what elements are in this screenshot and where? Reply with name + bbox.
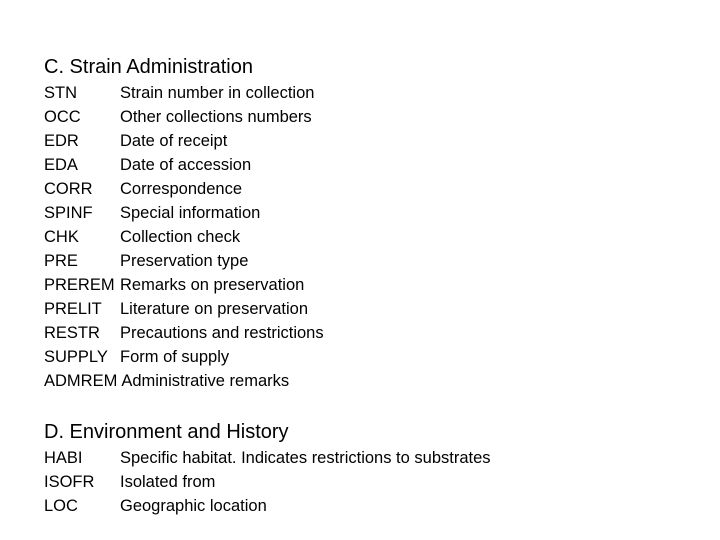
field-row <box>44 369 324 393</box>
field-code: STN <box>44 84 77 102</box>
section-heading: C. Strain Administration <box>44 56 253 78</box>
field-description: Collection check <box>120 228 241 246</box>
field-description: Preservation type <box>120 252 249 270</box>
section-strain-administration <box>44 55 324 393</box>
field-description: Geographic location <box>120 497 267 515</box>
field-code: CORR <box>44 180 93 198</box>
field-description: Other collections numbers <box>120 108 312 126</box>
field-row <box>44 105 324 129</box>
field-description: Administrative remarks <box>121 372 290 390</box>
field-code: EDR <box>44 132 79 150</box>
field-row <box>44 153 324 177</box>
field-description: Precautions and restrictions <box>120 324 324 342</box>
field-list <box>44 446 491 518</box>
field-description: Remarks on preservation <box>120 276 305 294</box>
field-description: Strain number in collection <box>120 84 315 102</box>
field-description: Literature on preservation <box>120 300 309 318</box>
field-code: PRE <box>44 252 78 270</box>
field-description: Form of supply <box>120 348 230 366</box>
field-row <box>44 494 491 518</box>
field-code: HABI <box>44 449 83 467</box>
field-code: LOC <box>44 497 78 515</box>
field-row <box>44 201 324 225</box>
field-row <box>44 345 324 369</box>
field-row <box>44 249 324 273</box>
field-row <box>44 273 324 297</box>
section-heading: D. Environment and History <box>44 421 289 443</box>
section-environment-history <box>44 420 491 518</box>
field-description: Special information <box>120 204 261 222</box>
field-code: EDA <box>44 156 78 174</box>
field-row <box>44 81 324 105</box>
field-row <box>44 321 324 345</box>
field-description: Specific habitat. Indicates restrictions to substrates <box>120 449 491 467</box>
field-row <box>44 297 324 321</box>
field-code: RESTR <box>44 324 100 342</box>
field-code: OCC <box>44 108 81 126</box>
field-row <box>44 129 324 153</box>
field-code: ISOFR <box>44 473 95 491</box>
field-description: Date of accession <box>120 156 252 174</box>
field-code: PRELIT <box>44 300 102 318</box>
field-row <box>44 446 491 470</box>
field-code: SUPPLY <box>44 348 108 366</box>
field-description: Correspondence <box>120 180 242 198</box>
field-code: SPINF <box>44 204 93 222</box>
field-list <box>44 81 324 393</box>
field-row <box>44 470 491 494</box>
field-row <box>44 177 324 201</box>
field-code: PREREM <box>44 276 115 294</box>
field-description: Isolated from <box>120 473 216 491</box>
field-description: Date of receipt <box>120 132 228 150</box>
field-code: ADMREM <box>44 372 118 390</box>
field-code: CHK <box>44 228 79 246</box>
field-row <box>44 225 324 249</box>
